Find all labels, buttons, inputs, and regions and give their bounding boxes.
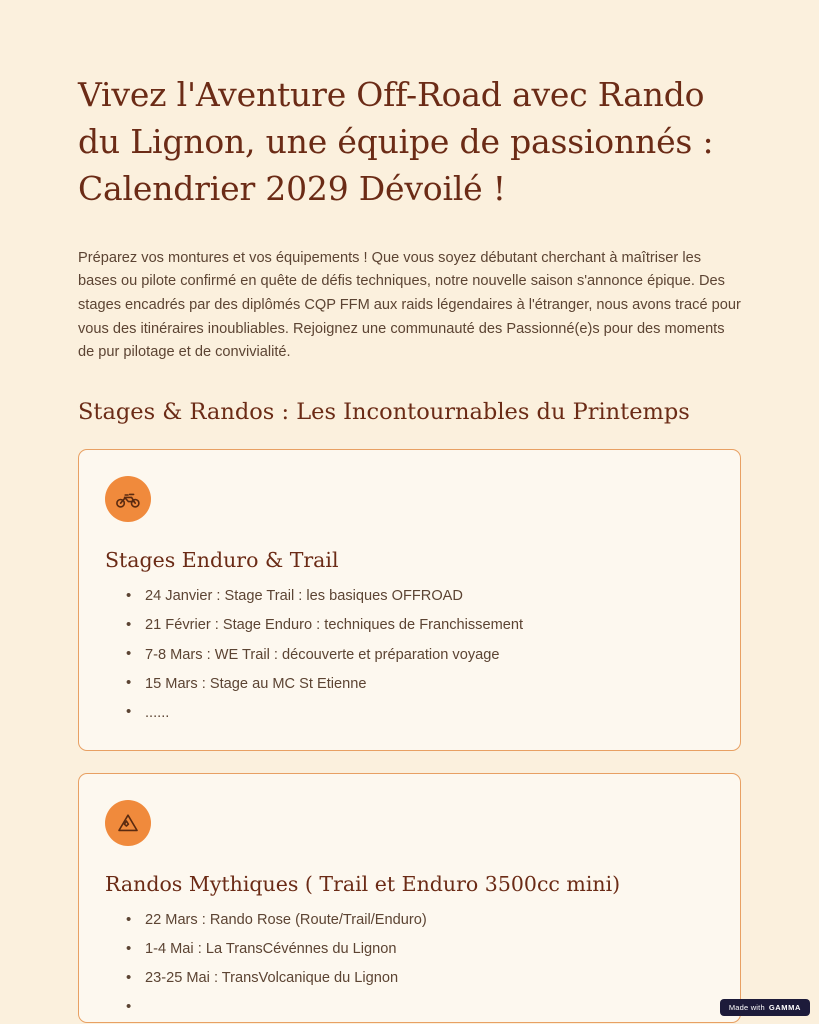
card-list: [105, 906, 714, 1001]
list-item: • ......: [145, 698, 714, 727]
section-title: Stages & Randos : Les Incontournables du Printemps: [78, 398, 690, 425]
list-item: [145, 993, 714, 1000]
card-title: Stages Enduro & Trail: [105, 547, 339, 572]
list-item: • 7-8 Mars : WE Trail : découverte et préparation voyage: [145, 640, 714, 669]
list-item: • 24 Janvier : Stage Trail : les basiques OFFROAD: [145, 582, 714, 611]
list-item: • 1-4 Mai : La TransCévénnes du Lignon: [145, 935, 714, 964]
card-title: Randos Mythiques ( Trail et Enduro 3500cc mini): [105, 871, 621, 896]
card-randos-mythiques: [78, 773, 741, 1024]
list-item: • 22 Mars : Rando Rose (Route/Trail/Enduro): [145, 906, 714, 935]
page-title: Vivez l'Aventure Off-Road avec Rando du Lignon, une équipe de passionnés : Calendrier 2029 Dévoilé !: [78, 75, 714, 208]
intro-paragraph: Préparez vos montures et vos équipements ! Que vous soyez débutant cherchant à maîtriser les bases ou pilote confirmé en quête de défis techniques, notre nouvelle saison s'annonce épique. Des stages encadrés par des diplômés CQP FFM aux raids légendaires à l'étranger, nous avons tracé pour vous des itinéraires inoubliables. Rejoignez une communauté des Passionné(e)s pour des moments de pur pilotage et de convivialité.: [78, 249, 741, 361]
motorcycle-icon: [105, 476, 151, 522]
list-item: • 15 Mars : Stage au MC St Etienne: [145, 669, 714, 698]
mountain-icon: [105, 800, 151, 846]
card-list: [105, 582, 714, 728]
list-item: • 21 Février : Stage Enduro : techniques de Franchissement: [145, 611, 714, 640]
badge-prefix: Made with: [728, 1003, 765, 1012]
list-item: • 23-25 Mai : TransVolcanique du Lignon: [145, 964, 714, 993]
made-with-badge[interactable]: [720, 999, 810, 1016]
badge-brand: GAMMA: [768, 1003, 801, 1012]
card-stages-enduro-trail: [78, 449, 741, 751]
